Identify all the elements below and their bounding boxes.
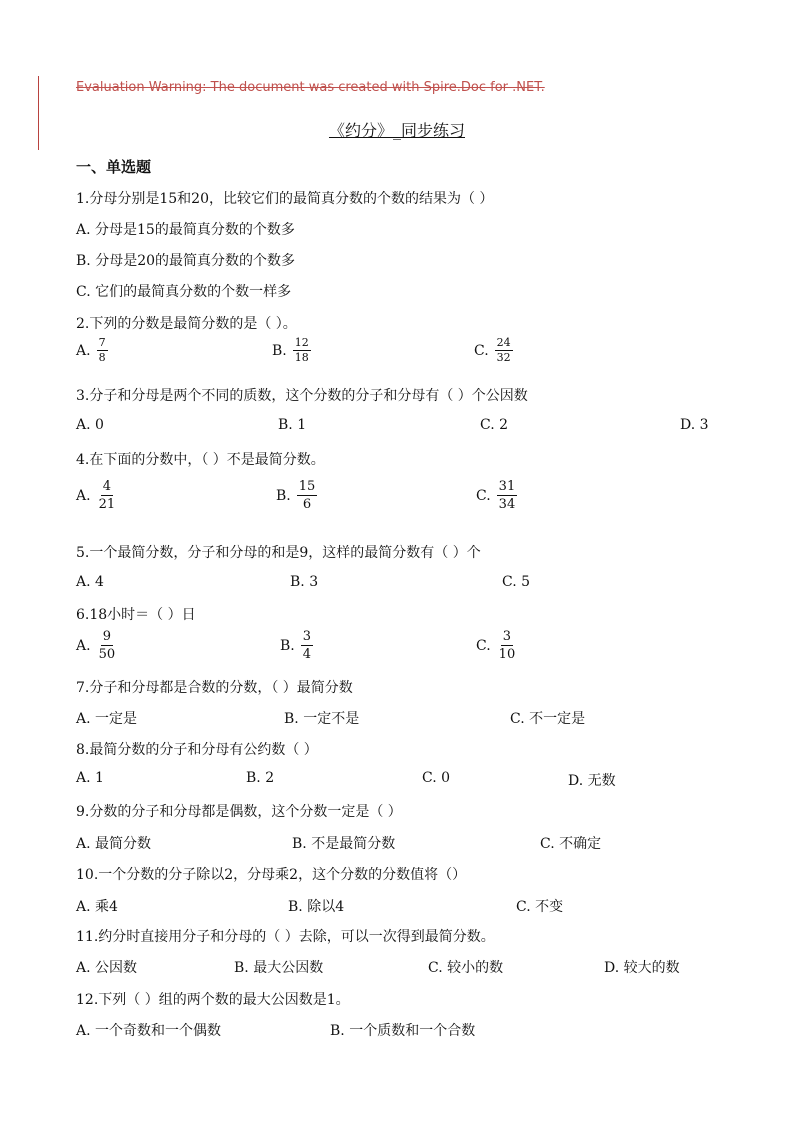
fraction-numerator: 4 [102,479,111,494]
evaluation-warning: Evaluation Warning: The document was created with Spire.Doc for .NET. [76,80,545,95]
fraction-denominator: 21 [98,497,116,512]
question-9-option-a: A. 最简分数 [76,836,152,852]
question-10-option-c: C. 不变 [516,899,564,915]
question-6-option-a [76,628,117,663]
fraction-numerator: 7 [98,336,106,349]
question-11: 11.约分时直接用分子和分母的（ ）去除，可以一次得到最简分数。 [76,929,495,945]
question-8-option-c: C. 0 [422,770,451,786]
question-5: 5.一个最简分数，分子和分母的和是9，这样的最简分数有（ ）个 [76,545,481,561]
question-1-option-c: C. 它们的最简真分数的个数一样多 [76,284,292,300]
question-12: 12.下列（ ）组的两个数的最大公因数是1。 [76,992,350,1008]
option-label: B. [280,637,295,654]
fraction-numerator: 15 [298,479,316,494]
fraction-numerator: 24 [496,336,511,349]
fraction [497,628,518,663]
fraction-denominator: 18 [294,351,309,364]
question-3-option-d: D. 3 [680,417,709,433]
option-label: C. [476,637,491,654]
fraction [301,628,313,663]
question-6: 6.18小时＝（ ）日 [76,607,196,623]
question-12-option-a: A. 一个奇数和一个偶数 [76,1023,222,1039]
question-4-option-c [476,478,517,513]
question-3: 3.分子和分母是两个不同的质数，这个分数的分子和分母有（ ）个公因数 [76,388,528,404]
question-8: 8.最简分数的分子和分母有公约数（ ） [76,742,318,758]
option-label: A. [76,637,91,654]
question-3-option-a: A. 0 [76,417,104,433]
question-11-option-a: A. 公因数 [76,960,138,976]
option-label: B. [272,342,287,359]
question-4-option-b [276,478,317,513]
question-9-option-c: C. 不确定 [540,836,602,852]
fraction [293,336,311,365]
fraction [97,478,118,513]
option-label: A. [76,342,91,359]
question-4: 4.在下面的分数中，（ ）不是最简分数。 [76,452,325,468]
question-8-option-d: D. 无数 [568,773,616,789]
question-3-option-c: C. 2 [480,417,509,433]
fraction [97,628,118,663]
fraction-denominator: 34 [498,497,516,512]
question-6-option-c [476,628,517,663]
question-5-option-b: B. 3 [290,574,319,590]
fraction-numerator: 3 [502,629,512,644]
fraction [97,336,108,365]
question-11-option-c: C. 较小的数 [428,960,504,976]
fraction-denominator: 10 [498,647,516,662]
fraction-denominator: 32 [496,351,511,364]
question-10: 10.一个分数的分子除以2，分母乘2，这个分数的分数值将（） [76,867,467,883]
fraction-numerator: 3 [302,629,312,644]
page-title: 《约分》_同步练习 [328,121,465,140]
question-8-option-b: B. 2 [246,770,275,786]
question-9-option-b: B. 不是最简分数 [292,836,396,852]
question-10-option-b: B. 除以4 [288,899,345,915]
fraction [297,478,318,513]
question-12-option-b: B. 一个质数和一个合数 [330,1023,476,1039]
question-5-option-c: C. 5 [502,574,531,590]
question-7-option-a: A. 一定是 [76,711,138,727]
fraction-denominator: 4 [302,647,312,662]
question-9: 9.分数的分子和分母都是偶数，这个分数一定是（ ） [76,804,402,820]
question-2-option-c [474,336,513,365]
question-6-option-b [280,628,313,663]
question-7: 7.分子和分母都是合数的分数，（ ）最简分数 [76,680,353,696]
fraction-numerator: 31 [498,479,516,494]
question-1-option-b: B. 分母是20的最简真分数的个数多 [76,253,296,269]
question-2: 2.下列的分数是最简分数的是（ ）。 [76,316,297,332]
fraction-denominator: 8 [98,351,106,364]
question-11-option-b: B. 最大公因数 [234,960,324,976]
question-8-option-a: A. 1 [76,770,104,786]
question-4-option-a [76,478,117,513]
question-7-option-c: C. 不一定是 [510,711,586,727]
question-7-option-b: B. 一定不是 [284,711,360,727]
question-11-option-d: D. 较大的数 [604,960,680,976]
question-1-option-a: A. 分母是15的最简真分数的个数多 [76,222,295,238]
question-1: 1.分母分别是15和20，比较它们的最简真分数的个数的结果为（ ） [76,191,494,207]
fraction [495,336,513,365]
fraction-numerator: 9 [102,629,111,644]
option-label: C. [474,342,489,359]
option-label: A. [76,487,91,504]
section-heading: 一、单选题 [76,158,152,176]
fraction [497,478,518,513]
fraction-numerator: 12 [294,336,309,349]
question-3-option-b: B. 1 [278,417,307,433]
question-2-option-b [272,336,311,365]
fraction-denominator: 6 [302,497,312,512]
option-label: C. [476,487,491,504]
fraction-denominator: 50 [98,647,116,662]
question-2-option-a [76,336,108,365]
question-10-option-a: A. 乘4 [76,899,118,915]
question-5-option-a: A. 4 [76,574,104,590]
option-label: B. [276,487,291,504]
